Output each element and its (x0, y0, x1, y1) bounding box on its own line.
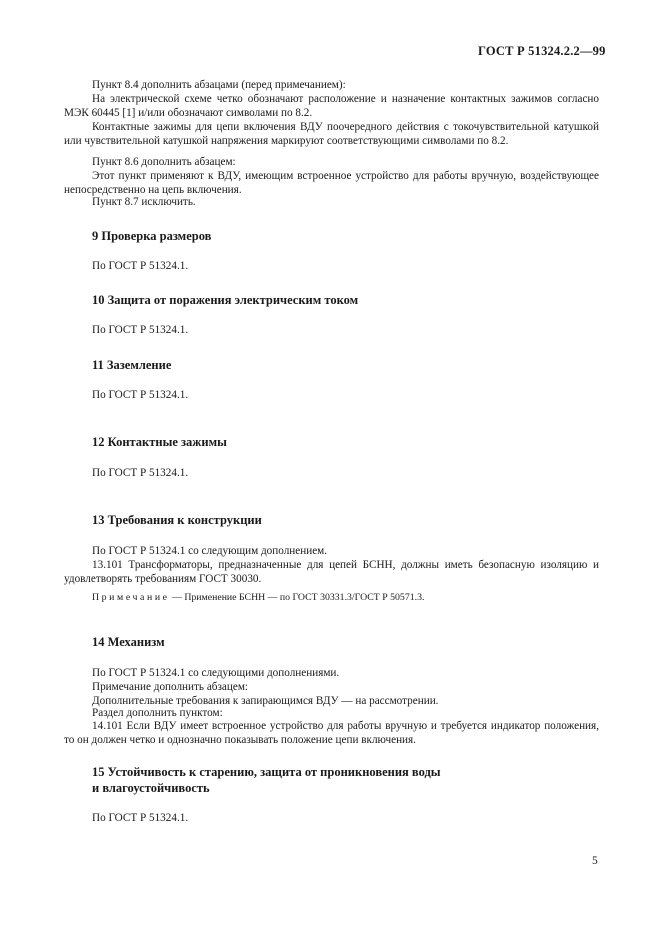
paragraph: 13.101 Трансформаторы, предназначенные для цепей БСНН, должны иметь безопасную изоляцию и удовлетворять требованиям ГОСТ 30030. (64, 559, 599, 585)
paragraph: Примечание дополнить абзацем: (92, 681, 249, 693)
paragraph: Контактные зажимы для цепи включения ВДУ поочередного действия с токочувствительной катушкой или чувствительной катушкой напряжения маркируют соответствующими символами по 8.2. (64, 121, 599, 147)
section-heading: 11 Заземление (92, 358, 172, 372)
paragraph: Раздел дополнить пунктом: (92, 707, 223, 719)
paragraph: Пункт 8.7 исключить. (92, 196, 196, 208)
section-heading: 13 Требования к конструкции (92, 513, 262, 527)
paragraph: По ГОСТ Р 51324.1 со следующим дополнением. (92, 545, 328, 557)
paragraph: По ГОСТ Р 51324.1. (92, 260, 189, 272)
paragraph: По ГОСТ Р 51324.1. (92, 467, 189, 479)
note-label: Примечание (92, 592, 170, 603)
paragraph: Дополнительные требования к запирающимся ВДУ — на рассмотрении. (92, 695, 439, 707)
document-header: ГОСТ Р 51324.2.2—99 (478, 44, 606, 58)
paragraph: 14.101 Если ВДУ имеет встроенное устройство для работы вручную и требуется индикатор положения, то он должен четко и однозначно показывать положение цепи включения. (64, 720, 599, 746)
paragraph: Пункт 8.4 дополнить абзацами (перед примечанием): (92, 79, 346, 91)
section-heading-continued: и влагоустойчивость (92, 781, 210, 795)
section-heading: 15 Устойчивость к старению, защита от проникновения воды (92, 765, 441, 779)
paragraph: По ГОСТ Р 51324.1. (92, 324, 189, 336)
paragraph: На электрической схеме четко обозначают расположение и назначение контактных зажимов согласно МЭК 60445 [1] и/или обозначают символами по 8.2. (64, 93, 599, 119)
paragraph: Пункт 8.6 дополнить абзацем: (92, 156, 236, 168)
section-heading: 10 Защита от поражения электрическим током (92, 293, 359, 307)
note (92, 591, 424, 604)
section-heading: 9 Проверка размеров (92, 229, 212, 243)
paragraph: Этот пункт применяют к ВДУ, имеющим встроенное устройство для работы вручную, воздействующее непосредственно на цепь включения. (64, 170, 599, 196)
paragraph: По ГОСТ Р 51324.1. (92, 812, 189, 824)
section-heading: 14 Механизм (92, 635, 165, 649)
paragraph: По ГОСТ Р 51324.1. (92, 389, 189, 401)
paragraph: По ГОСТ Р 51324.1 со следующими дополнениями. (92, 667, 340, 679)
section-heading: 12 Контактные зажимы (92, 435, 227, 449)
note-text: — Применение БСНН — по ГОСТ 30331.3/ГОСТ Р 50571.3. (169, 592, 425, 603)
page-number: 5 (592, 855, 598, 867)
